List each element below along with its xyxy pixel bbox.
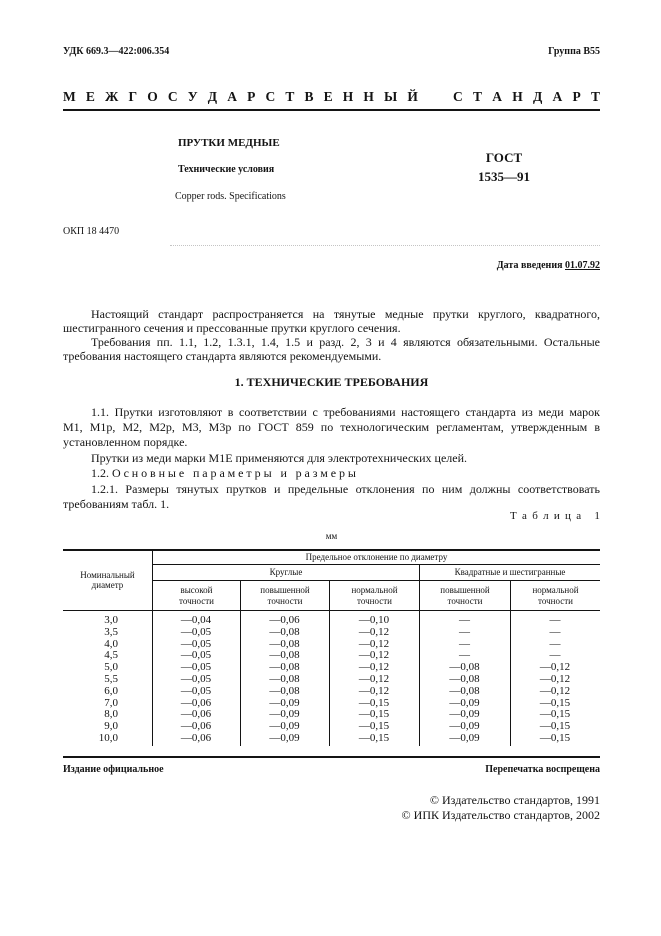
letter: Н bbox=[342, 89, 354, 104]
letter: Р bbox=[572, 89, 581, 104]
group-code: Группа В55 bbox=[548, 46, 600, 57]
deviation-cell: —0,09 bbox=[269, 732, 300, 744]
udk-code: УДК 669.3—422:006.354 bbox=[63, 46, 170, 57]
deviation-cell: —0,06 bbox=[180, 720, 212, 733]
clause-number: 1.2. bbox=[91, 466, 109, 480]
diameter-cell: 4,0 bbox=[104, 637, 118, 650]
header-round: Круглые bbox=[269, 567, 303, 578]
deviation-cell: —0,05 bbox=[180, 673, 212, 685]
clause-line: установленном порядке. bbox=[63, 435, 188, 449]
letter: Р bbox=[247, 89, 256, 104]
deviation-cell: —0,05 bbox=[180, 649, 212, 662]
deviation-cell: —0,09 bbox=[269, 720, 300, 733]
letter: Д bbox=[532, 89, 543, 104]
deviation-cell: — bbox=[549, 637, 561, 650]
deviation-cell: —0,10 bbox=[358, 614, 390, 626]
table-unit: мм bbox=[325, 531, 338, 541]
diameter-cell: 10,0 bbox=[98, 732, 118, 744]
header-square-hex: Квадратные и шестигранные bbox=[454, 567, 566, 578]
deviation-cell: — bbox=[459, 637, 470, 650]
subheader-text: нормальной точности bbox=[351, 585, 398, 606]
deviation-cell: —0,06 bbox=[269, 614, 300, 626]
table-label bbox=[510, 509, 600, 523]
deviation-cell: —0,05 bbox=[180, 625, 212, 638]
letter: С bbox=[265, 89, 276, 104]
deviation-cell: —0,12 bbox=[358, 649, 390, 662]
column-header-diameter bbox=[63, 550, 152, 610]
effective-date bbox=[497, 259, 600, 273]
deviation-cell: —0,09 bbox=[269, 696, 300, 709]
copyright-line: © ИПК Издательство стандартов, 2002 bbox=[401, 808, 600, 822]
clause-line: М1, М1р, М2, М2р, М3, М3р по ГОСТ 859 по технологическим регламентам, утвержденным в bbox=[63, 420, 600, 434]
letter: А bbox=[227, 89, 237, 104]
subheader-text: повышенной точности bbox=[260, 585, 310, 606]
letter: Г bbox=[128, 89, 138, 104]
deviation-cell: —0,15 bbox=[539, 696, 571, 709]
reprint-prohibited: Перепечатка воспрещена bbox=[485, 764, 600, 775]
diameter-cell: 7,0 bbox=[104, 696, 118, 709]
deviation-cell: —0,06 bbox=[180, 732, 212, 744]
letter: Н bbox=[512, 89, 523, 104]
letter: б bbox=[532, 510, 538, 522]
letter: Т bbox=[510, 510, 517, 522]
gost-label: ГОСТ bbox=[485, 150, 523, 165]
deviation-cell: —0,15 bbox=[358, 720, 390, 733]
deviation-cell: —0,08 bbox=[269, 661, 300, 674]
subheader-increased-accuracy bbox=[241, 581, 329, 610]
group-header: Предельное отклонение по диаметру bbox=[305, 551, 448, 562]
deviation-cell: —0,06 bbox=[180, 708, 212, 721]
section-heading: 1. ТЕХНИЧЕСКИЕ ТРЕБОВАНИЯ bbox=[234, 375, 429, 389]
clause-title: Основные параметры и размеры bbox=[112, 466, 359, 480]
letter: Е bbox=[85, 89, 95, 104]
letter: М bbox=[63, 89, 76, 104]
subheader-text: повышенной точности bbox=[440, 585, 490, 606]
deviation-cell: — bbox=[549, 614, 561, 626]
letter: А bbox=[552, 89, 563, 104]
deviation-cell: —0,12 bbox=[358, 625, 390, 638]
clause-line: 1.2.1. Размеры тянутых прутков и предельные отклонения по ним должны соответствовать bbox=[91, 482, 600, 496]
deviation-cell: —0,15 bbox=[358, 708, 390, 721]
letter: Ы bbox=[384, 89, 398, 104]
letter: Н bbox=[363, 89, 374, 104]
letter: Т bbox=[285, 89, 295, 104]
column-header-diameter-text: Номинальный диаметр bbox=[80, 569, 135, 590]
deviation-cell: — bbox=[459, 649, 470, 662]
letter bbox=[586, 509, 589, 523]
subheader-text: нормальной точности bbox=[532, 585, 579, 606]
subheader-normal-accuracy bbox=[511, 581, 600, 610]
deviation-cell: — bbox=[549, 649, 561, 662]
deviation-cell: —0,12 bbox=[358, 637, 390, 650]
deviation-cell: — bbox=[459, 614, 470, 626]
official-edition: Издание официальное bbox=[63, 764, 164, 775]
letter: Ж bbox=[105, 89, 119, 104]
deviation-cell: —0,15 bbox=[358, 696, 390, 709]
diameter-cell: 9,0 bbox=[104, 720, 118, 733]
deviation-cell: —0,12 bbox=[539, 661, 571, 674]
okp-code: ОКП 18 4470 bbox=[63, 226, 120, 237]
deviation-cell: —0,08 bbox=[269, 625, 300, 638]
footer-rule bbox=[63, 756, 600, 758]
banner-rule bbox=[63, 109, 600, 111]
deviation-cell: —0,15 bbox=[358, 732, 390, 744]
letter: ц bbox=[565, 510, 571, 522]
clause-line: 1.1. Прутки изготовляют в соответствии с требованиями настоящего стандарта из меди марок bbox=[91, 405, 600, 419]
letter: Т bbox=[590, 89, 600, 104]
letter: Т bbox=[472, 89, 482, 104]
deviation-cell: —0,08 bbox=[269, 637, 300, 650]
diameter-cell: 5,0 bbox=[104, 661, 118, 674]
subheader-increased-accuracy bbox=[420, 581, 510, 610]
subheader-normal-accuracy bbox=[330, 581, 419, 610]
deviation-cell: —0,09 bbox=[449, 708, 480, 721]
deviation-cell: —0,08 bbox=[269, 684, 300, 697]
clause-1-2 bbox=[91, 466, 359, 480]
deviation-cell: —0,08 bbox=[449, 661, 480, 674]
deviation-cell: —0,12 bbox=[358, 661, 390, 674]
deviation-cell: —0,15 bbox=[539, 732, 571, 744]
subheader-text: высокой точности bbox=[179, 585, 214, 606]
letter: Д bbox=[207, 89, 218, 104]
deviation-cell: —0,09 bbox=[449, 696, 480, 709]
diameter-cell: 8,0 bbox=[104, 708, 118, 721]
deviation-cell: —0,09 bbox=[449, 732, 480, 744]
letter: А bbox=[492, 89, 502, 104]
letter: и bbox=[553, 510, 560, 522]
clause-line: требованиям табл. 1. bbox=[63, 497, 170, 511]
separator-rule bbox=[170, 245, 600, 246]
deviation-cell: —0,08 bbox=[449, 673, 480, 685]
diameter-cell: 3,5 bbox=[104, 625, 118, 638]
banner-word-interstate bbox=[63, 89, 418, 105]
english-title: Copper rods. Specifications bbox=[175, 191, 286, 202]
deviation-cell: — bbox=[459, 625, 470, 638]
letter: С bbox=[453, 89, 463, 104]
document-subtitle: Технические условия bbox=[178, 164, 275, 175]
deviation-cell: —0,15 bbox=[539, 708, 571, 721]
copyright-line: © Издательство стандартов, 1991 bbox=[429, 793, 600, 807]
intro-line: шестигранного сечения и прессованные прутки круглого сечения. bbox=[63, 321, 401, 335]
gost-number: 1535—91 bbox=[478, 169, 530, 184]
letter: а bbox=[576, 510, 582, 522]
diameter-cell: 4,5 bbox=[104, 649, 118, 662]
deviation-cell: —0,05 bbox=[180, 661, 212, 674]
subheader-high-accuracy bbox=[153, 581, 240, 610]
letter: С bbox=[167, 89, 178, 104]
deviation-cell: —0,08 bbox=[449, 684, 480, 697]
deviation-cell: —0,09 bbox=[269, 708, 300, 721]
deviation-cell: —0,15 bbox=[539, 720, 571, 733]
table-header-bottom-rule bbox=[63, 610, 600, 611]
letter: У bbox=[187, 89, 198, 104]
diameter-cell: 5,5 bbox=[104, 673, 118, 685]
deviation-cell: —0,08 bbox=[269, 649, 300, 662]
effective-date-value: 01.07.92 bbox=[565, 260, 600, 271]
diameter-cell: 6,0 bbox=[104, 684, 118, 697]
letter: 1 bbox=[594, 510, 600, 522]
letter: а bbox=[522, 510, 527, 522]
letter: В bbox=[304, 89, 314, 104]
letter: Й bbox=[407, 89, 418, 104]
letter: л bbox=[543, 510, 549, 522]
deviation-cell: —0,09 bbox=[449, 720, 480, 733]
deviation-cell: —0,12 bbox=[539, 684, 571, 697]
banner-word-standard bbox=[453, 89, 600, 105]
diameter-cell: 3,0 bbox=[104, 614, 118, 626]
effective-date-label: Дата введения bbox=[496, 260, 563, 271]
deviation-cell: — bbox=[549, 625, 561, 638]
deviation-cell: —0,05 bbox=[180, 637, 212, 650]
deviation-cell: —0,05 bbox=[180, 684, 212, 697]
deviation-cell: —0,12 bbox=[539, 673, 571, 685]
clause-line: Прутки из меди марки М1Е применяются для электротехнических целей. bbox=[91, 451, 468, 465]
deviation-cell: —0,08 bbox=[269, 673, 300, 685]
document-title: ПРУТКИ МЕДНЫЕ bbox=[178, 137, 280, 149]
letter: О bbox=[147, 89, 158, 104]
deviation-table bbox=[63, 549, 600, 746]
intro-line: Требования пп. 1.1, 1.2, 1.3.1, 1.4, 1.5 и разд. 2, 3 и 4 являются обязательными. Остальные bbox=[91, 335, 600, 349]
deviation-cell: —0,04 bbox=[180, 614, 212, 626]
deviation-cell: —0,12 bbox=[358, 673, 390, 685]
intro-line: Настоящий стандарт распространяется на тянутые медные прутки круглого, квадратного, bbox=[91, 307, 600, 321]
letter: Е bbox=[323, 89, 333, 104]
deviation-cell: —0,06 bbox=[180, 696, 212, 709]
intro-line: требования настоящего стандарта являются рекомендуемыми. bbox=[63, 349, 382, 363]
deviation-cell: —0,12 bbox=[358, 684, 390, 697]
